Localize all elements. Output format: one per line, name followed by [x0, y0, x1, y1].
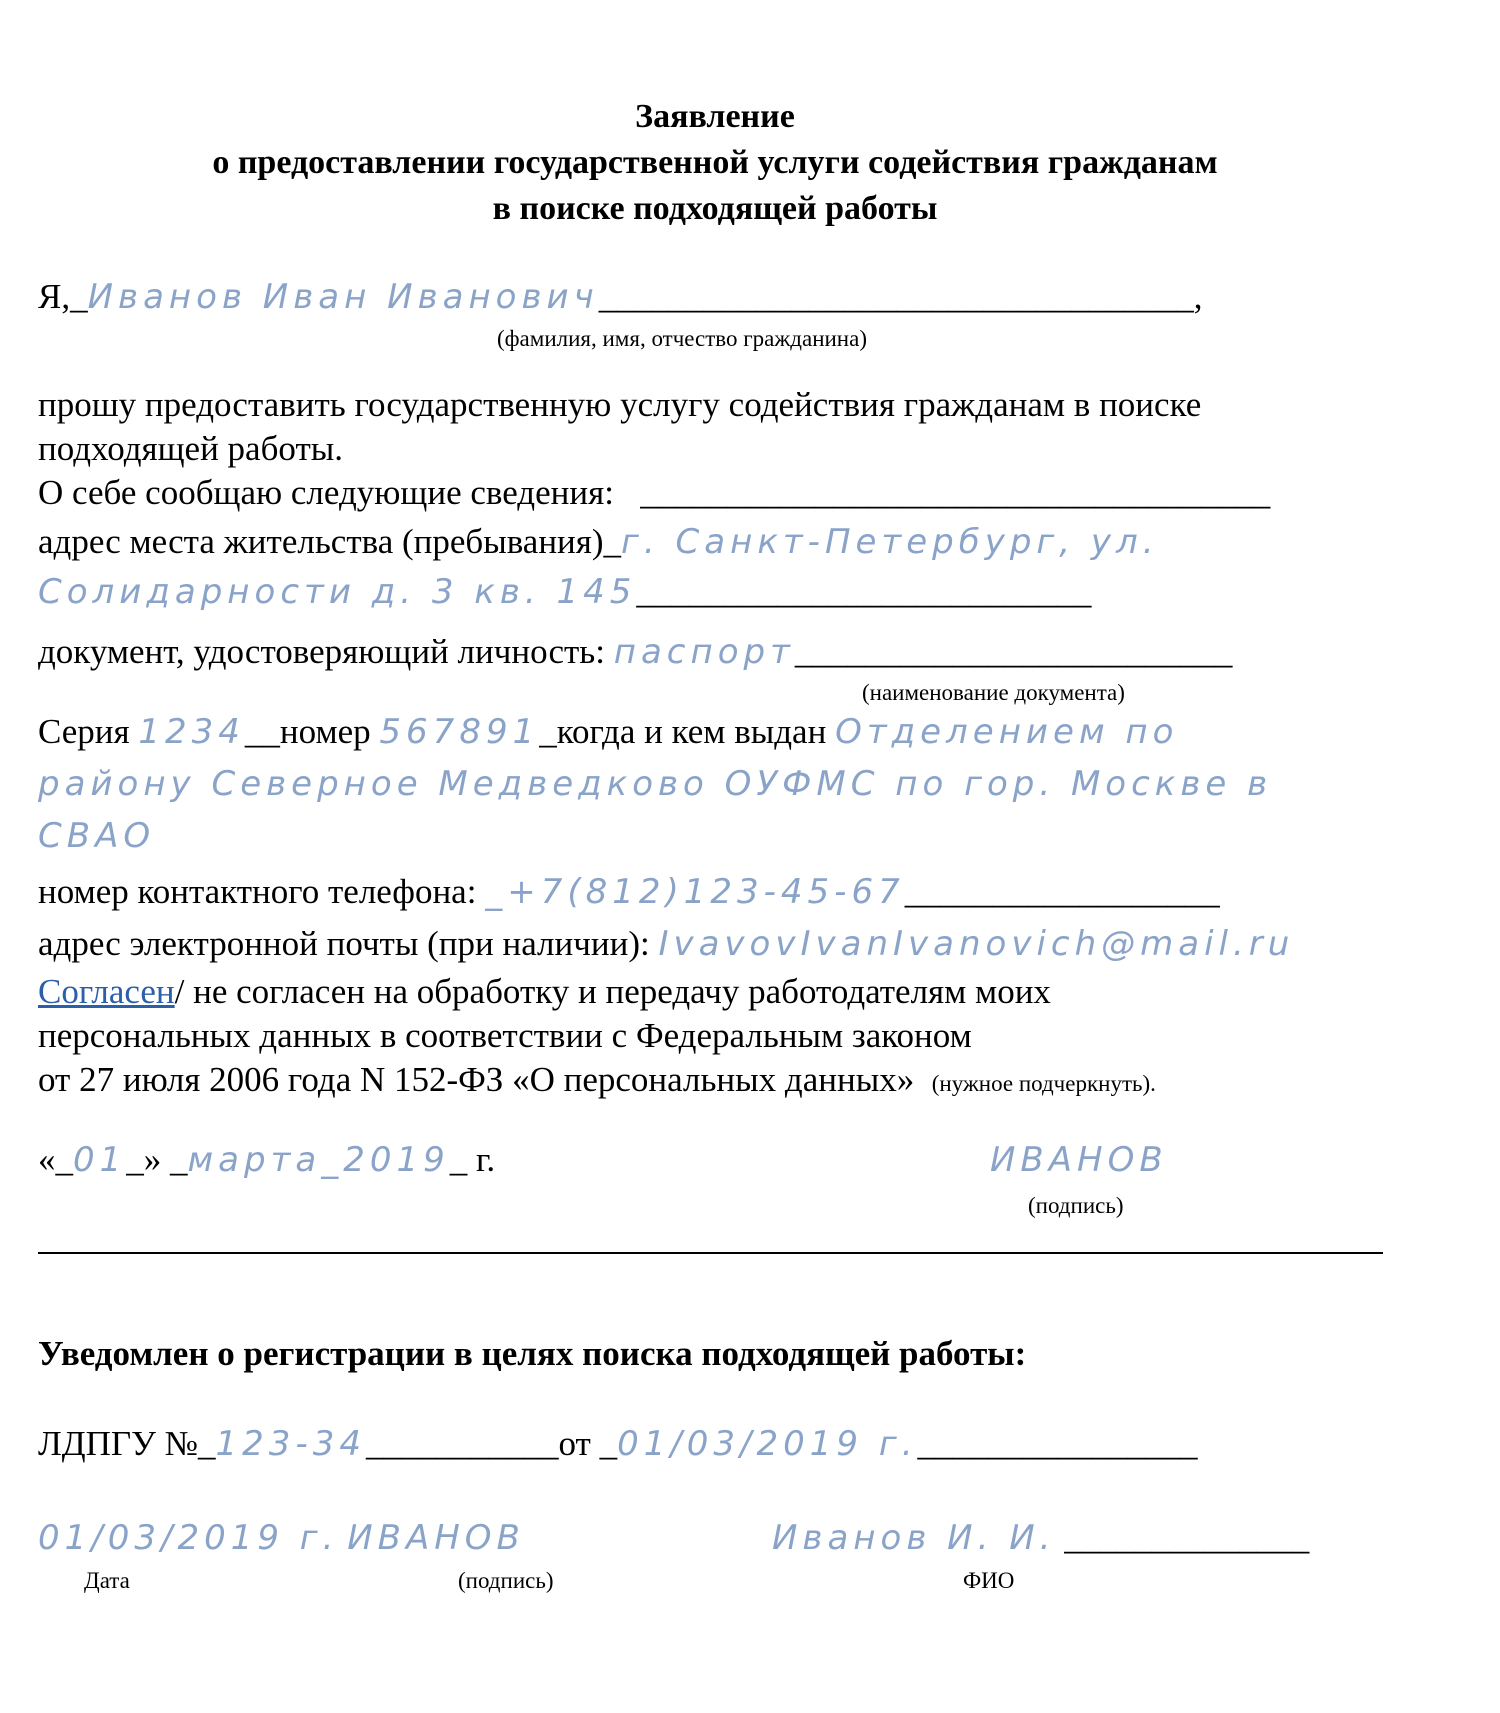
date-year-suffix: _ г.: [449, 1140, 496, 1179]
ldpgu-date-blank: ________________: [917, 1424, 1198, 1463]
document-subtitle-line1: о предоставлении государственной услуги содействия гражданам: [212, 144, 1218, 181]
phone-label: номер контактного телефона:: [38, 872, 477, 911]
section-divider: [38, 1252, 1383, 1254]
consent-line2: персональных данных в соответствии с Федеральным законом: [38, 1016, 972, 1055]
notification-fio-line: [772, 1516, 1309, 1560]
signature-line: [990, 1138, 1168, 1182]
number-label: __номер: [244, 712, 371, 751]
applicant-name-field[interactable]: Иванов Иван Иванович: [87, 277, 599, 317]
request-line1: прошу предоставить государственную услугу содействия гражданам в поиске: [38, 385, 1202, 424]
date-close-quote: _» _: [126, 1140, 188, 1179]
email-line: [38, 922, 1294, 966]
passport-line1: [38, 710, 1178, 754]
notification-date-line: [38, 1516, 525, 1560]
consent-line1: [38, 970, 1051, 1014]
address-line1: [38, 520, 1159, 564]
notification-heading: Уведомлен о регистрации в целях поиска подходящей работы:: [38, 1334, 1027, 1373]
notification-signature-field[interactable]: ИВАНОВ: [347, 1518, 525, 1558]
applicant-name-blank: __________________________________,: [598, 277, 1203, 316]
date-day-field[interactable]: 01: [73, 1140, 127, 1180]
address-blank: __________________________: [636, 572, 1092, 611]
date-open-quote: «_: [38, 1140, 73, 1179]
notification-fio-field[interactable]: Иванов И. И.: [772, 1518, 1056, 1558]
ldpgu-line: [38, 1422, 1198, 1466]
application-date-line: [38, 1138, 495, 1182]
phone-field[interactable]: _+7(812)123-45-67: [485, 872, 905, 912]
issued-field-part3[interactable]: СВАО: [38, 816, 156, 856]
signature-field[interactable]: ИВАНОВ: [990, 1140, 1168, 1180]
ldpgu-blank: ___________: [365, 1424, 559, 1463]
ldpgu-label: ЛДПГУ №_: [38, 1424, 216, 1463]
self-info-label: О себе сообщаю следующие сведения:: [38, 473, 614, 512]
caption-signature: (подпись): [458, 1568, 554, 1593]
identity-doc-label: документ, удостоверяющий личность:: [38, 632, 605, 671]
date-year-field[interactable]: _2019: [321, 1140, 450, 1180]
request-line2: подходящей работы.: [38, 429, 344, 468]
document-subtitle-line2: в поиске подходящей работы: [492, 190, 938, 227]
consent-note: (нужное подчеркнуть).: [931, 1071, 1156, 1096]
address-field-part2[interactable]: Солидарности д. 3 кв. 145: [38, 572, 637, 612]
caption-fio: ФИО: [963, 1568, 1015, 1593]
issued-field-part2[interactable]: району Северное Медведково ОУФМС по гор. Москве в: [38, 764, 1273, 804]
consent-line3: [38, 1058, 1156, 1106]
passport-line2: [38, 762, 1272, 806]
email-field[interactable]: IvavovIvanIvanovich@mail.ru: [658, 924, 1295, 964]
date-month-field[interactable]: марта: [187, 1140, 322, 1180]
ldpgu-number-field[interactable]: 123-34: [215, 1424, 366, 1464]
notification-fio-blank: ______________: [1064, 1518, 1310, 1557]
ldpgu-date-field[interactable]: 01/03/2019 г.: [617, 1424, 918, 1464]
identity-doc-blank: _________________________: [794, 632, 1233, 671]
phone-line: [38, 870, 1220, 914]
passport-line3: [38, 814, 155, 858]
series-label: Серия: [38, 712, 130, 751]
consent-disagree-text[interactable]: / не согласен на обработку и передачу работодателям моих: [174, 972, 1051, 1011]
issued-field-part1[interactable]: Отделением по: [835, 712, 1179, 752]
document-title: Заявление: [635, 98, 795, 135]
caption-date: Дата: [84, 1568, 130, 1593]
issued-label: _когда и кем выдан: [539, 712, 827, 751]
address-label: адрес места жительства (пребывания)_: [38, 522, 622, 561]
identity-doc-field[interactable]: паспорт: [613, 632, 795, 672]
self-info-line: [38, 471, 1270, 515]
applicant-name-caption: (фамилия, имя, отчество гражданина): [497, 326, 867, 351]
email-label: адрес электронной почты (при наличии):: [38, 924, 650, 963]
consent-agree-option[interactable]: Согласен: [38, 972, 175, 1011]
identity-doc-caption: (наименование документа): [862, 680, 1125, 705]
address-field-part1[interactable]: г. Санкт-Петербург, ул.: [621, 522, 1159, 562]
number-field[interactable]: 567891: [379, 712, 540, 752]
phone-blank: __________________: [904, 872, 1220, 911]
applicant-name-line: [38, 275, 1202, 319]
notification-date-field[interactable]: 01/03/2019 г.: [38, 1518, 339, 1558]
ldpgu-from-label: от _: [558, 1424, 618, 1463]
self-info-blank: ____________________________________: [640, 473, 1271, 512]
identity-doc-line: [38, 630, 1232, 674]
signature-caption: (подпись): [1028, 1193, 1124, 1218]
series-field[interactable]: 1234: [138, 712, 245, 752]
consent-law-text: от 27 июля 2006 года N 152-ФЗ «О персональных данных»: [38, 1060, 915, 1099]
address-line2: [38, 570, 1091, 614]
applicant-prefix: Я,_: [38, 277, 88, 316]
